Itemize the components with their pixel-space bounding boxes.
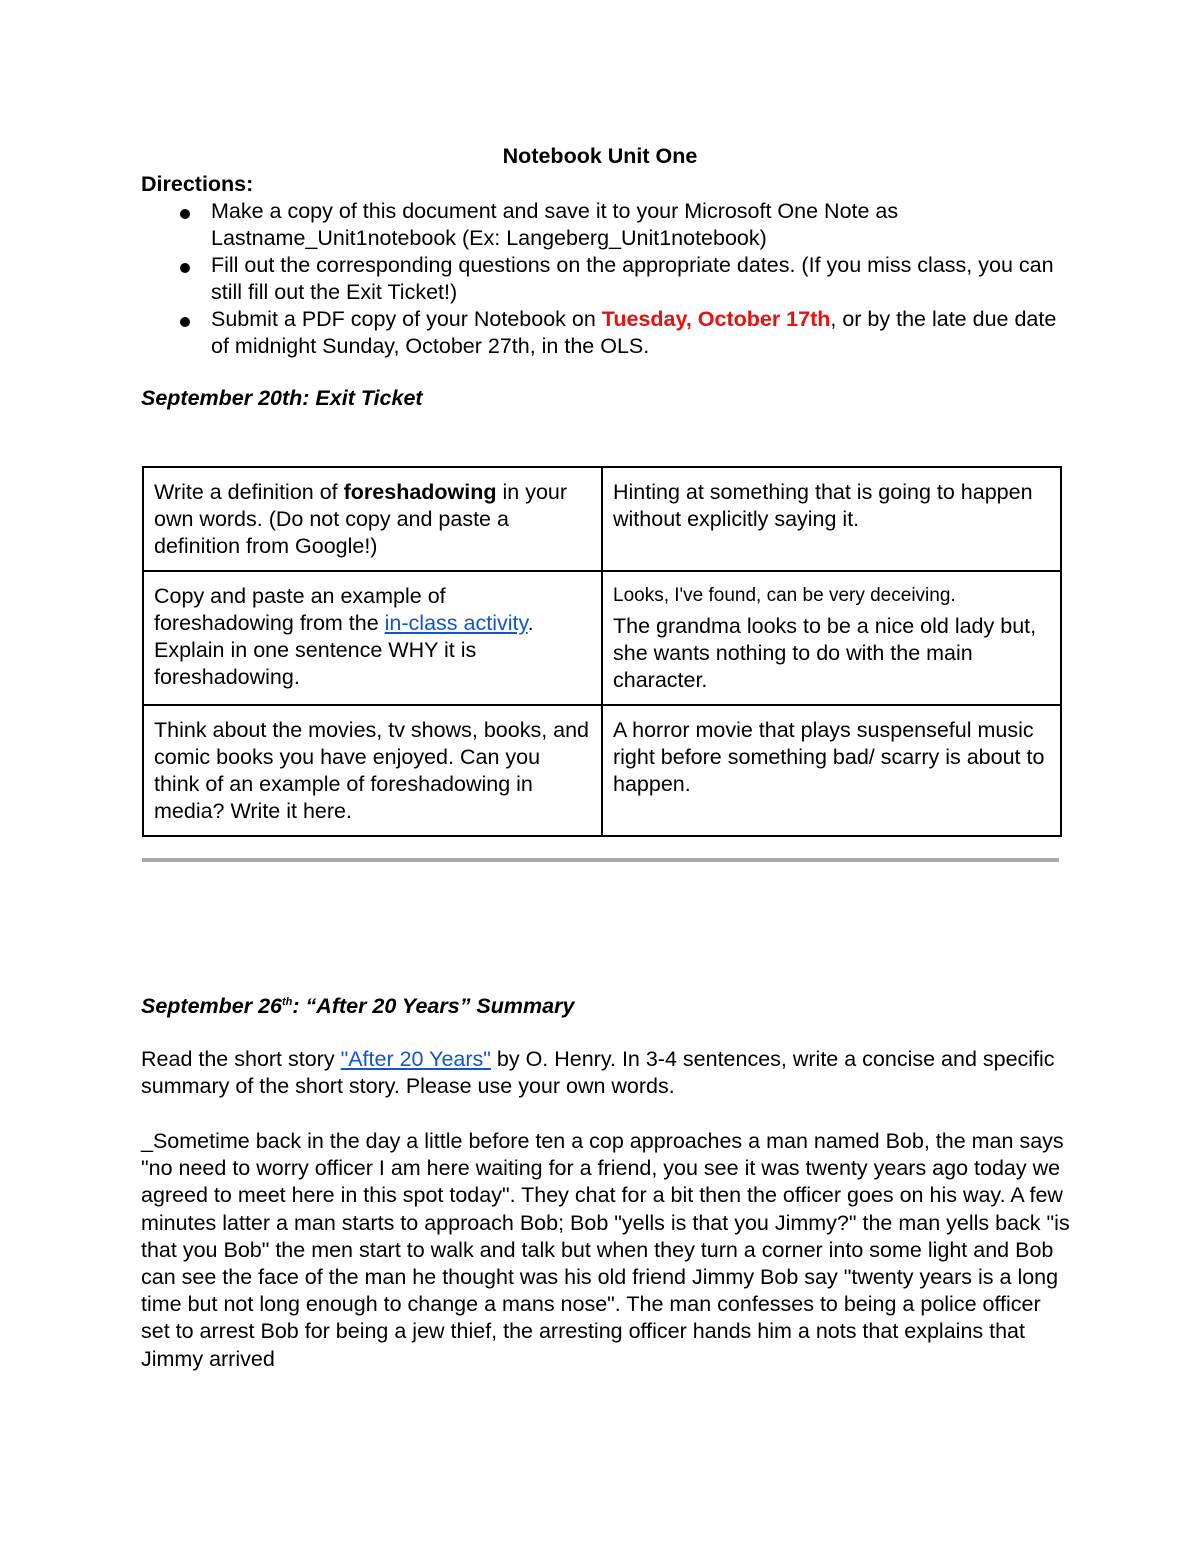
page-title: Notebook Unit One xyxy=(502,144,698,168)
answer-text: Hinting at something that is going to happen without explicitly saying it. xyxy=(613,480,1033,531)
question-text: Think about the movies, tv shows, books, and comic books you have enjoyed. Can you think of an example of foreshadowing in media? Write it here. xyxy=(154,718,590,823)
in-class-activity-link[interactable]: in-class activity xyxy=(384,611,528,635)
summary-heading-title: : “After 20 Years” Summary xyxy=(292,994,575,1018)
summary-heading xyxy=(141,993,574,1019)
summary-prompt xyxy=(141,1046,1071,1100)
prompt-text: Read the short story xyxy=(141,1047,341,1071)
summary-answer[interactable]: _Sometime back in the day a little before ten a cop approaches a man named Bob, the man says "no need to worry officer I am here waiting for a friend, you see it was twenty years ago today we agreed to meet here in this spot today". They chat for a bit then the officer goes on his way. A few minutes latter a man starts to approach Bob; Bob "yells is that you Jimmy?" the man yells back "is that you Bob" the men start to walk and talk but when they turn a corner into some light and Bob can see the face of the man he thought was his old friend Jimmy Bob say "twenty years is a long time but not long enough to change a mans nose". The man confesses to being a police officer set to arrest Bob for being a jew thief, the arresting officer hands him a nots that explains that Jimmy arrived xyxy=(141,1129,1070,1371)
table-row xyxy=(143,705,1061,836)
prompt-text: by O. Henry. In 3-4 sentences, write a concise and specific summary of the short story. Please use your own words. xyxy=(141,1047,1055,1099)
bullet-text-pre: Submit a PDF copy of your Notebook on xyxy=(211,307,602,331)
question-text: . Explain in one sentence WHY it is foreshadowing. xyxy=(154,611,534,689)
question-cell xyxy=(143,705,602,836)
bullet-icon xyxy=(180,209,190,219)
answer-cell[interactable] xyxy=(602,705,1061,836)
due-date: Tuesday, October 17th xyxy=(601,307,831,331)
keyword: foreshadowing xyxy=(343,480,497,504)
exit-ticket-heading: September 20th: Exit Ticket xyxy=(141,386,423,410)
bullet-text-post: , or by the late due date of midnight Sunday, October 27th, in the OLS. xyxy=(211,307,1057,358)
question-cell xyxy=(143,467,602,571)
question-cell xyxy=(143,571,602,705)
list-item xyxy=(170,252,1070,306)
summary-heading-sup: th xyxy=(282,995,293,1008)
list-item xyxy=(170,306,1070,360)
directions-list xyxy=(170,198,1070,360)
table-row xyxy=(143,571,1061,705)
answer-cell[interactable] xyxy=(602,467,1061,571)
horizontal-rule xyxy=(142,858,1059,862)
answer-cell[interactable] xyxy=(602,571,1061,705)
bullet-icon xyxy=(180,263,190,273)
exit-ticket-table xyxy=(142,466,1062,837)
list-item xyxy=(170,198,1070,252)
question-text: Write a definition of xyxy=(154,480,344,504)
answer-quote: Looks, I've found, can be very deceiving. xyxy=(613,585,956,606)
directions-label: Directions: xyxy=(141,172,254,196)
bullet-text: Make a copy of this document and save it to your Microsoft One Note as Lastname_Unit1notebook (Ex: Langeberg_Unit1notebook) xyxy=(211,199,899,250)
answer-text: A horror movie that plays suspenseful music right before something bad/ scarry is about to happen. xyxy=(613,718,1045,796)
table-row xyxy=(143,467,1061,571)
story-link[interactable]: "After 20 Years" xyxy=(340,1047,491,1071)
bullet-icon xyxy=(180,317,190,327)
summary-heading-date: September 26 xyxy=(141,994,283,1018)
bullet-text: Fill out the corresponding questions on the appropriate dates. (If you miss class, you can still fill out the Exit Ticket!) xyxy=(211,253,1054,304)
answer-text: The grandma looks to be a nice old lady but, she wants nothing to do with the main character. xyxy=(613,614,1037,692)
question-text: in your own words. (Do not copy and paste a definition from Google!) xyxy=(154,480,568,558)
question-text: Copy and paste an example of foreshadowing from the xyxy=(154,584,446,635)
